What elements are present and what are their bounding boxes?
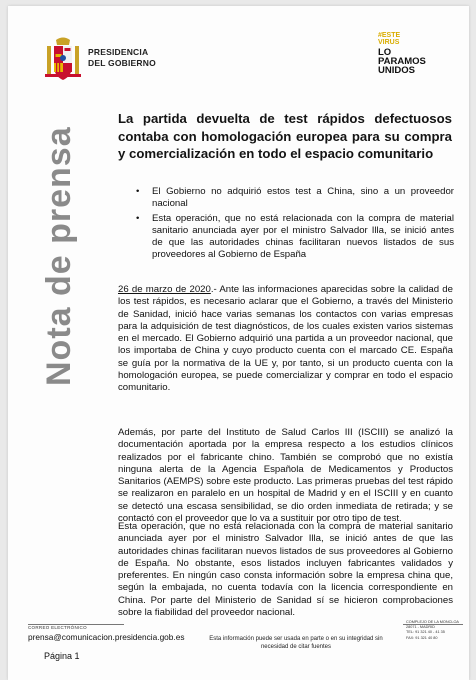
campaign-line-2: VIRUS (378, 39, 400, 46)
headline: La partida devuelta de test rápidos defectuosos contaba con homologación europea para su compra y comercialización en todo el espacio comunitario (118, 111, 452, 161)
usage-disclaimer: Esta información puede ser usada en parte o en su integridad sin necesidad de citar fuentes (209, 636, 383, 650)
bullet-text: Esta operación, que no está relacionada con la compra de material sanitario anunciada ayer por el ministro Salvador Illa, se inició antes de que las autoridades chinas facilitaran nuevos listados de sus proveedores al Gobierno de España (152, 212, 454, 261)
coat-of-arms-icon (44, 36, 82, 84)
campaign-line-4: UNIDOS (378, 65, 415, 76)
body-paragraph-3: Esta operación, que no está relacionada con la compra de material sanitario anunciada ayer por el ministro Salvador Illa, se inició antes de que las autoridades chinas facilitaran nuevos listados de sus proveedores al Gobierno de España. No obstante, esos listados incluyen fabricantes validados y preferentes. En ningún caso consta información sobre la empresa china que, según la embajada, no cuenta todavía con la licencia correspondiente en China. Por parte del Ministerio de Sanidad sí se hicieron comprobaciones sobre la fiabilidad del proveedor nacional. (118, 521, 453, 619)
campaign-line-3: LO PARAMOS (378, 47, 426, 67)
campaign-logo (378, 32, 433, 75)
release-date: 26 de marzo de 2020 (118, 284, 211, 295)
gov-line-1: PRESIDENCIA (88, 47, 149, 57)
address-line: FAX: 91 321 40 80 (406, 635, 438, 640)
address-line: COMPLEJO DE LA MONCLOA (406, 620, 459, 624)
government-name (88, 47, 156, 69)
address-line: TEL: 91 321 40 - 41 35 (406, 630, 445, 635)
page-number: Página 1 (44, 651, 80, 661)
bullet-item (136, 213, 454, 262)
campaign-line-1: #ESTE (378, 32, 401, 39)
body-paragraph-2: Además, por parte del Instituto de Salud Carlos III (ISCIII) se analizó la documentación aportada por la empresa respecto a los estudios clínicos realizados por el fabricante chino. También se comprobó que no existía ninguna alerta de la Agencia Española de Medicamentos y Productos Sanitarios (AEMPS) sobre este producto. Las primeras pruebas del test rápido se realizaron en paralelo en un hospital de Madrid y en el ISCIII y en cuanto se detectó una escasa sensibilidad, se dio orden inmediata de retirada; y se contactó con el proveedor que lo va a sustituir por otro tipo de test. (118, 427, 453, 525)
address-line: 28071 - MADRID (406, 625, 435, 630)
summary-bullets (136, 186, 454, 264)
bullet-icon: • (136, 186, 140, 197)
body-paragraph-1 (118, 284, 453, 395)
postal-address (406, 620, 466, 641)
contact-email-link[interactable]: prensa@comunicacion.presidencia.gob.es (28, 632, 185, 642)
press-release-page (8, 6, 469, 680)
bullet-text: El Gobierno no adquirió estos test a China, sino a un proveedor nacional (152, 186, 454, 210)
paragraph-1-text: .- Ante las informaciones aparecidas sobre la calidad de los test rápidos, es necesario aclarar que el Gobierno, a través del Ministerio de Sanidad, inició hace varias semanas los contactos con varias empresas para la adquisición de test diagnósticos, de los cuales existen varios sistemas en el mercado. El Gobierno adquirió una partida a un proveedor nacional, que los importaba de China y cuyo producto cuenta con el marcado CE. España se guía por la normativa de la UE y, por tanto, si un producto cuenta con la homologación europea, se puede comercializar y comprar en todo el espacio comunitario. (118, 284, 453, 394)
press-release-label: Nota de prensa (40, 126, 78, 386)
email-label: CORREO ELECTRÓNICO (28, 625, 87, 630)
bullet-item (136, 186, 454, 211)
bullet-icon: • (136, 212, 140, 224)
gov-line-2: DEL GOBIERNO (88, 58, 156, 68)
